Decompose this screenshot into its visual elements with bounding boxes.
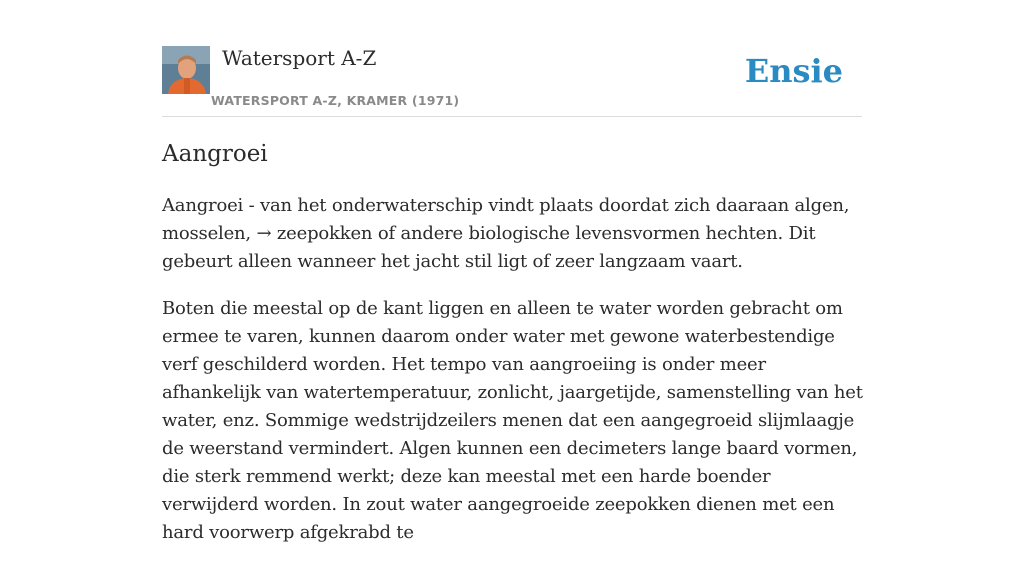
paragraph-1-start: Aangroei - van het onderwaterschip vindt plaats doordat zich daaraan algen, mosselen, [162,195,850,244]
paragraph-2: Boten die meestal op de kant liggen en alleen te water worden gebracht om ermee te varen, kunnen daarom onder water met gewone waterbestendige verf geschilderd worden. Het tempo van aangroeiing is onder meer afhankelijk van watertemperatuur, zonlicht, jaargetijde, samenstelling van het water, enz. Sommige wedstrijdzeilers menen dat een aangegroeid slijmlaagje de weerstand vermindert. Algen kunnen een decimeters lange baard vormen, die sterk remmend werkt; deze kan meestal met een harde boender verwijderd worden. In zout water aangegroeide zeepokken dienen met een hard voorwerp afgekrabd te [162,298,863,543]
source-title[interactable]: Watersport A-Z [222,46,377,70]
paragraph-1 [162,192,866,276]
entry-body [162,192,866,566]
author-avatar[interactable] [162,46,210,94]
avatar-image [162,46,210,94]
brand-logo[interactable]: Ensie [744,52,843,90]
source-header [162,46,862,117]
arrow-right-icon: → [256,223,272,244]
source-subtitle[interactable]: WATERSPORT A-Z, KRAMER (1971) [211,93,460,108]
cross-reference-link[interactable] [256,223,372,244]
entry-title: Aangroei [162,141,268,167]
paragraph-1-end: of andere biologische levensvormen hechten. Dit gebeurt alleen wanneer het jacht stil ligt of zeer langzaam vaart. [162,223,816,272]
cross-reference-label: zeepokken [271,223,373,244]
